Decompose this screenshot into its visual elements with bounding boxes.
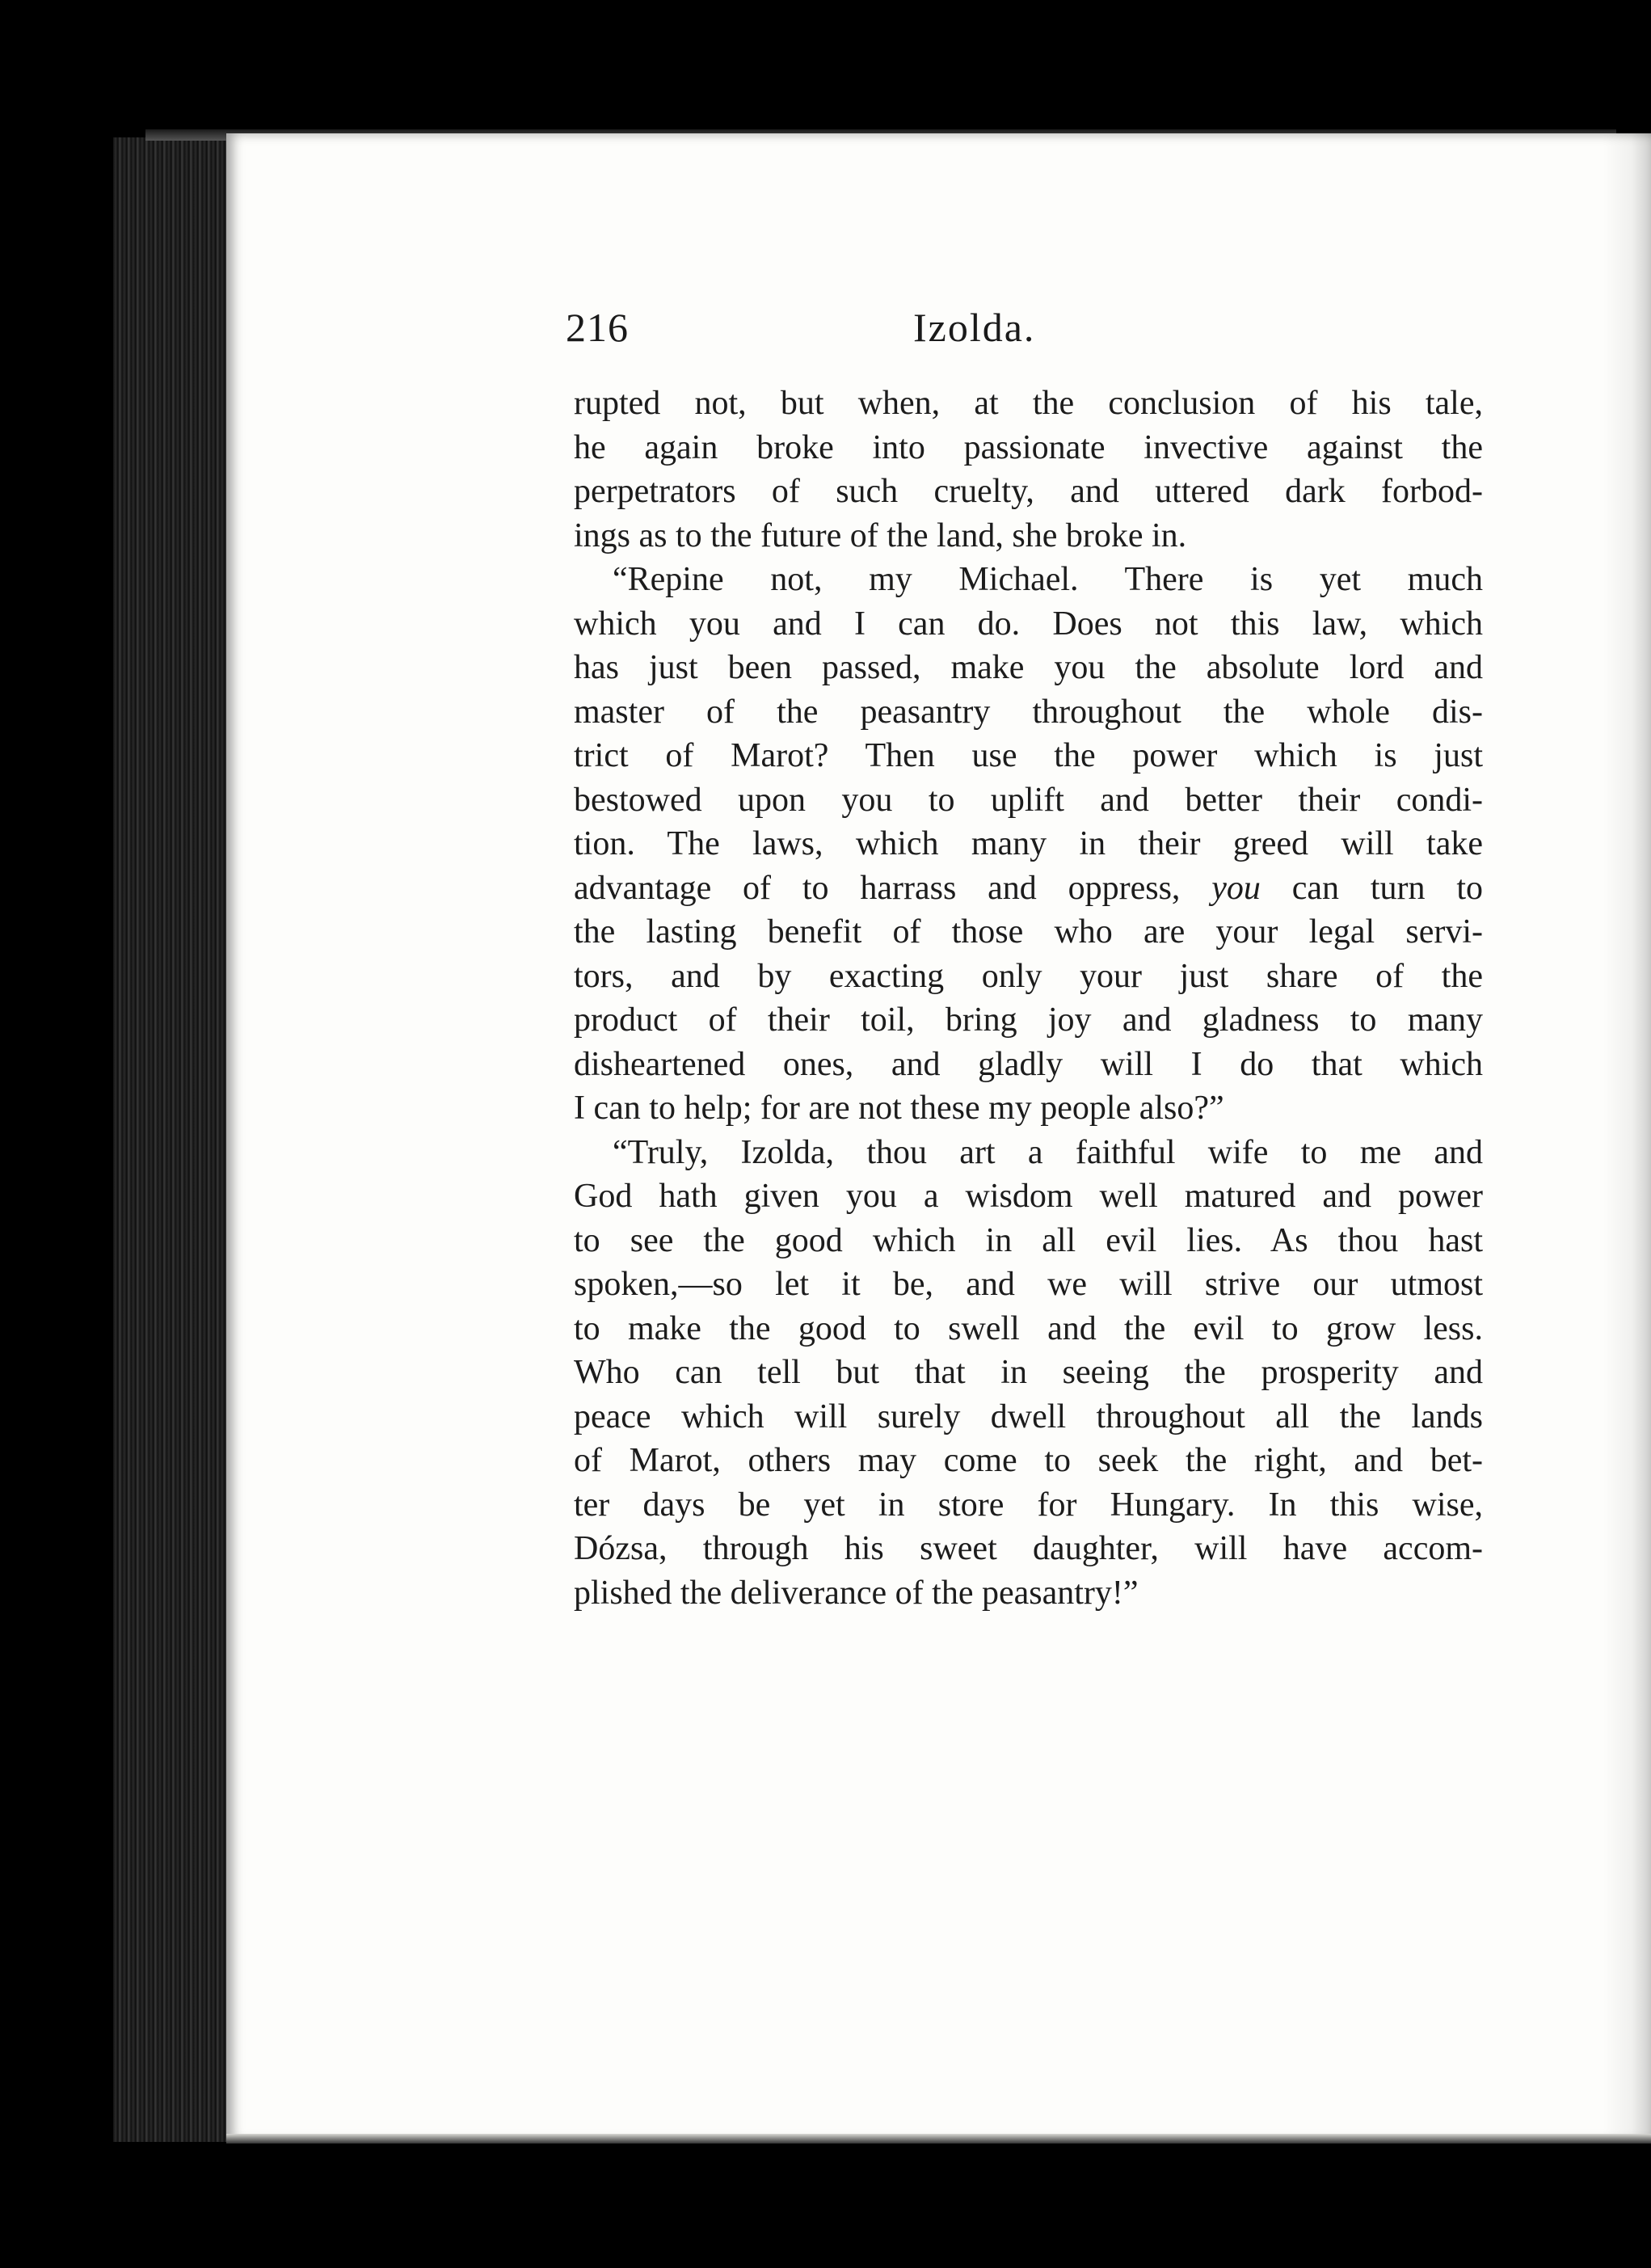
text-line: ings as to the future of the land, she broke in.: [574, 516, 1187, 554]
running-title: Izolda.: [913, 305, 1036, 350]
text-line: trict of Marot? Then use the power which is just: [574, 737, 1483, 774]
text-line: he again broke into passionate invective against the: [574, 428, 1483, 466]
text-line: disheartened ones, and gladly will I do that which: [574, 1045, 1483, 1083]
text-line: ter days be yet in store for Hungary. In this wise,: [574, 1486, 1483, 1524]
text-line: tors, and by exacting only your just share of the: [574, 957, 1483, 995]
page-header: [566, 304, 1083, 352]
book-edge: [113, 137, 242, 2142]
emphasized-word: you: [1211, 869, 1261, 907]
text-line: Who can tell but that in seeing the prosperity and: [574, 1354, 1483, 1391]
text-line: [574, 866, 1483, 911]
text-line: to see the good which in all evil lies. As thou hast: [574, 1221, 1483, 1259]
text-line: of Marot, others may come to seek the right, and bet-: [574, 1442, 1483, 1479]
page-number: 216: [566, 305, 629, 350]
text-line: perpetrators of such cruelty, and uttered dark forbod-: [574, 473, 1483, 510]
text-line: Dózsa, through his sweet daughter, will have accom-: [574, 1530, 1483, 1567]
text-line: product of their toil, bring joy and gladness to many: [574, 1001, 1483, 1039]
text-line: which you and I can do. Does not this law, which: [574, 605, 1483, 643]
text-line: rupted not, but when, at the conclusion of his tale,: [574, 385, 1483, 422]
text-line: to make the good to swell and the evil to grow less.: [574, 1309, 1483, 1347]
text-line: “Repine not, my Michael. There is yet much: [613, 561, 1483, 598]
body-text: [574, 382, 1483, 1615]
text-line: God hath given you a wisdom well matured and power: [574, 1178, 1483, 1215]
page-bottom-edge: [226, 2134, 1651, 2144]
text-line: plished the deliverance of the peasantry!”: [574, 1574, 1139, 1612]
text-line: I can to help; for are not these my people also?”: [574, 1090, 1224, 1127]
page-gutter-shadow: [1603, 133, 1651, 2142]
text-segment: advantage of to harrass and oppress,: [574, 869, 1212, 907]
text-line: has just been passed, make you the absolute lord and: [574, 649, 1483, 686]
text-line: bestowed upon you to uplift and better their condi-: [574, 781, 1483, 819]
text-line: tion. The laws, which many in their greed will take: [574, 825, 1483, 862]
text-line: “Truly, Izolda, thou art a faithful wife to me and: [613, 1133, 1483, 1171]
text-line: peace which will surely dwell throughout all the lands: [574, 1397, 1483, 1435]
text-line: the lasting benefit of those who are your legal servi-: [574, 913, 1483, 951]
text-line: spoken,—so let it be, and we will strive our utmost: [574, 1266, 1483, 1303]
text-segment: can turn to: [1260, 869, 1484, 907]
text-line: master of the peasantry throughout the whole dis-: [574, 693, 1483, 731]
